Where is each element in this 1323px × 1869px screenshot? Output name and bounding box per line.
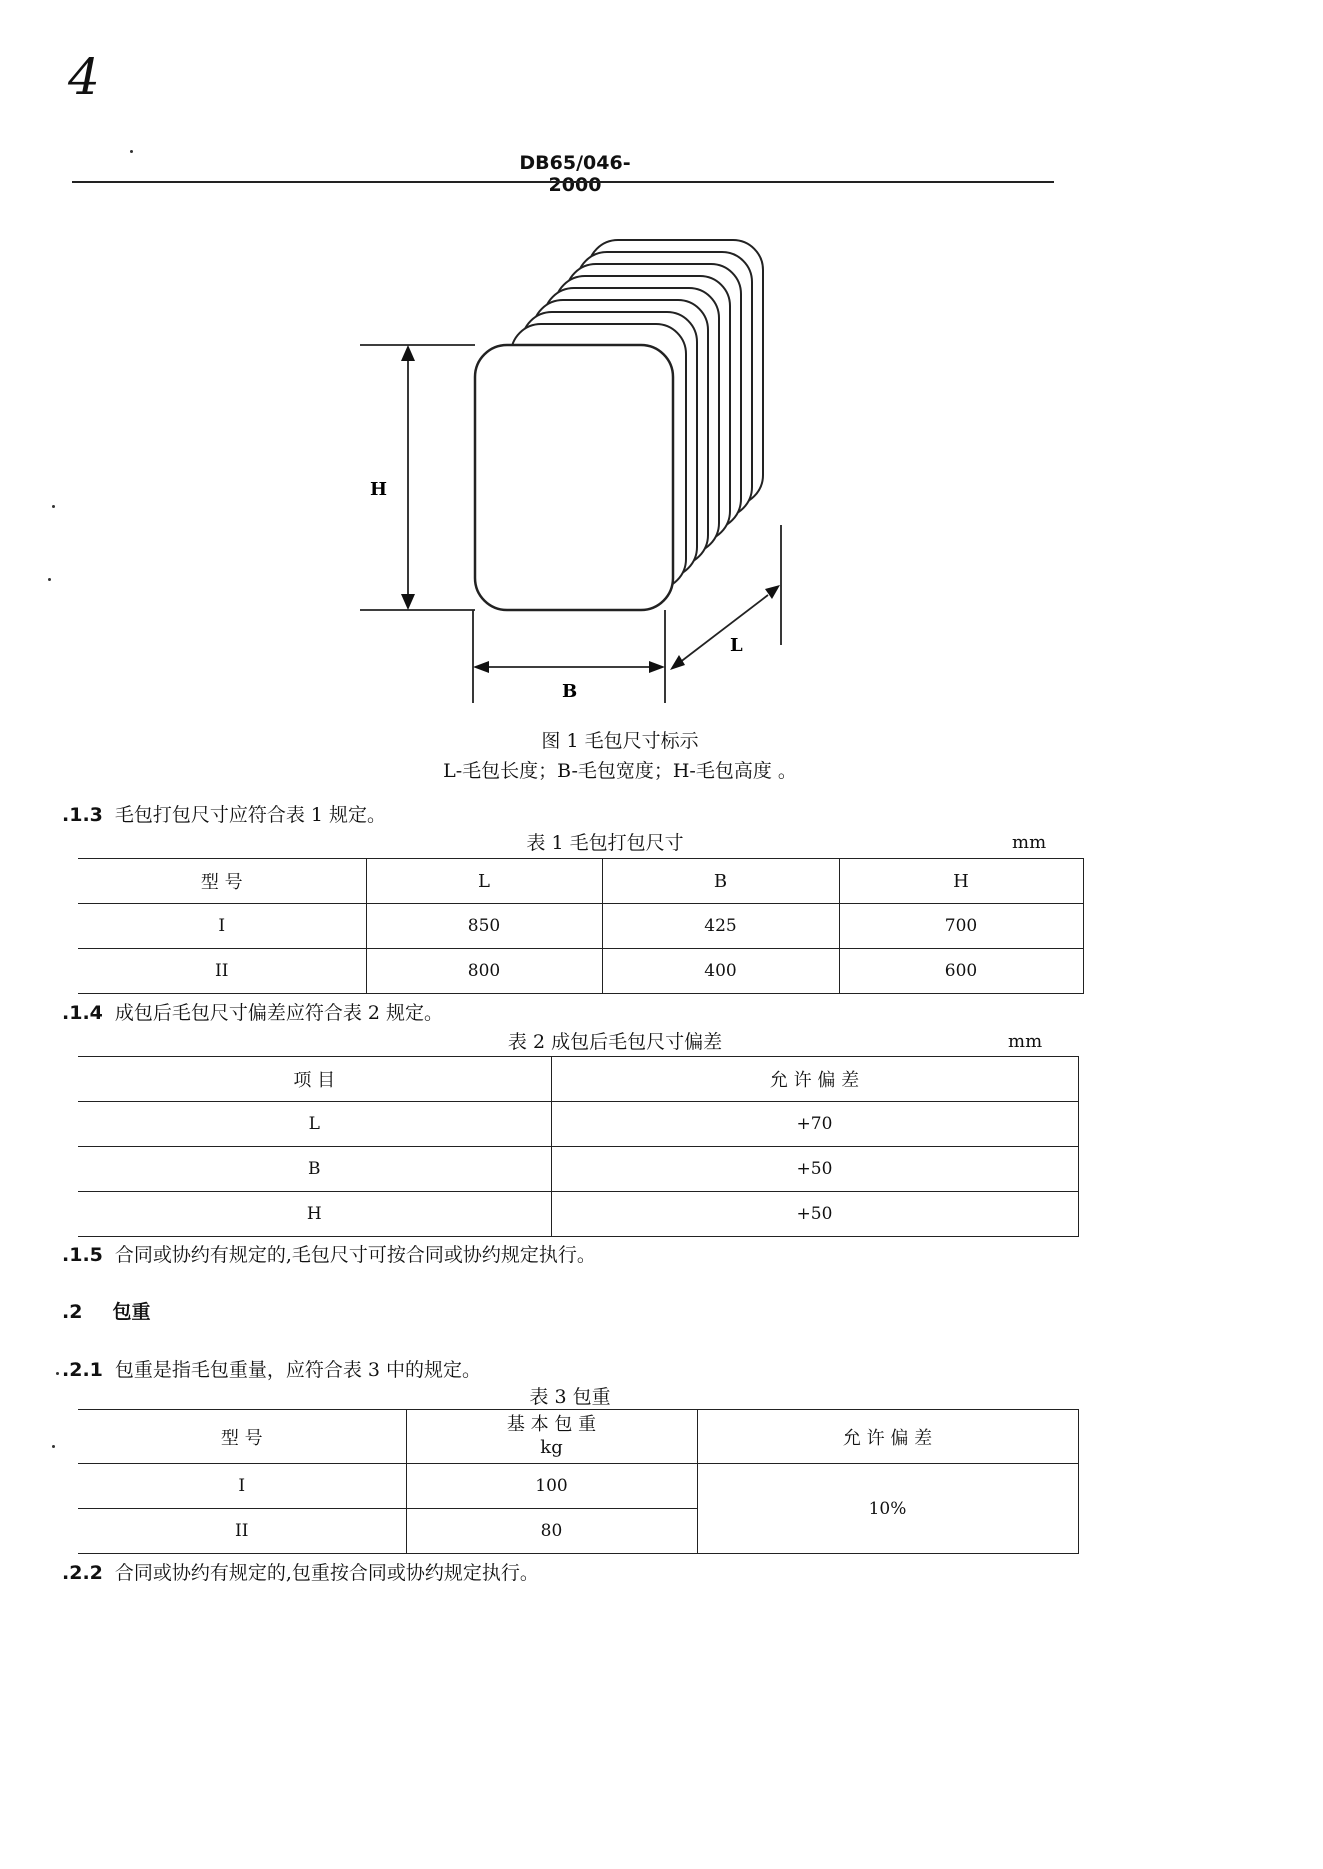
- table-row: [78, 1102, 1078, 1147]
- table3-cell-weight: 100: [406, 1464, 697, 1509]
- table1-cell: I: [78, 904, 366, 949]
- table1-cell: 700: [839, 904, 1083, 949]
- h-arrow-up: [401, 345, 415, 361]
- table1-cell: II: [78, 949, 366, 994]
- table2-cell: B: [78, 1147, 551, 1192]
- clause-text: 成包后毛包尺寸偏差应符合表 2 规定。: [114, 1002, 444, 1024]
- scan-speck: [52, 1445, 55, 1448]
- table2-cell: L: [78, 1102, 551, 1147]
- b-label: B: [562, 681, 578, 702]
- scan-speck: [48, 578, 51, 581]
- clause-1-3: [62, 800, 386, 827]
- clause-number: .2.1: [62, 1359, 103, 1381]
- table3-bale-weight: [78, 1409, 1079, 1554]
- table1-cell: 850: [366, 904, 602, 949]
- standard-code-header: DB65/046-2000: [519, 152, 631, 196]
- table3-header-weight-unit: kg: [540, 1436, 563, 1458]
- clause-2-2: [62, 1558, 539, 1585]
- table2-header: 允 许 偏 差: [551, 1057, 1078, 1102]
- clause-number: .2.2: [62, 1562, 103, 1584]
- clause-number: .1.3: [62, 804, 103, 826]
- scan-speck: [56, 1372, 59, 1375]
- clause-1-4: [62, 998, 443, 1025]
- table2-cell: +70: [551, 1102, 1078, 1147]
- h-label: H: [370, 479, 388, 500]
- h-arrow-down: [401, 594, 415, 610]
- clause-2-1: [62, 1355, 481, 1382]
- table3-header-weight-label: 基 本 包 重: [506, 1414, 597, 1435]
- section-title: 包重: [112, 1301, 151, 1323]
- table2-cell: H: [78, 1192, 551, 1237]
- scan-speck: [130, 150, 133, 153]
- table1-cell: 800: [366, 949, 602, 994]
- header-rule: [72, 181, 1054, 183]
- l-arrow-end: [765, 585, 780, 599]
- figure-legend: L-毛包长度；B-毛包宽度；H-毛包高度 。: [443, 760, 797, 782]
- table-row: [78, 949, 1083, 994]
- clause-1-5: [62, 1240, 596, 1267]
- table1-bale-dimensions: [78, 858, 1084, 994]
- table3-cell-weight: 80: [406, 1509, 697, 1554]
- clause-number: .1.4: [62, 1002, 103, 1024]
- table1-unit: mm: [1012, 832, 1047, 853]
- l-arrow-start: [670, 655, 685, 670]
- bale-front-face: [475, 345, 673, 610]
- b-arrow-right: [649, 661, 665, 673]
- table3-cell-model: I: [78, 1464, 406, 1509]
- table-row: [78, 904, 1083, 949]
- table3-header-weight: [406, 1410, 697, 1464]
- table3-cell-model: II: [78, 1509, 406, 1554]
- section-2-heading: [62, 1297, 150, 1324]
- clause-number: .1.5: [62, 1244, 103, 1266]
- scan-speck: [52, 505, 55, 508]
- table-row: [78, 1147, 1078, 1192]
- table3-header-model: 型 号: [78, 1410, 406, 1464]
- handwritten-page-mark: 4: [68, 48, 100, 106]
- table3-header-tolerance: 允 许 偏 差: [697, 1410, 1078, 1464]
- table2-size-tolerance: [78, 1056, 1079, 1237]
- table1-cell: 425: [602, 904, 839, 949]
- bale-dimension-figure: [340, 225, 810, 715]
- table2-cell: +50: [551, 1147, 1078, 1192]
- table2-unit: mm: [1008, 1031, 1043, 1052]
- clause-number: .2: [62, 1301, 83, 1323]
- clause-text: 合同或协约有规定的,毛包尺寸可按合同或协约规定执行。: [114, 1244, 596, 1266]
- clause-text: 合同或协约有规定的,包重按合同或协约规定执行。: [114, 1562, 539, 1584]
- b-arrow-left: [473, 661, 489, 673]
- table1-cell: 600: [839, 949, 1083, 994]
- table1-header: H: [839, 859, 1083, 904]
- table1-header: B: [602, 859, 839, 904]
- l-label: L: [730, 635, 743, 656]
- table3-caption: 表 3 包重: [529, 1386, 611, 1408]
- table-row: [78, 1192, 1078, 1237]
- table1-caption: 表 1 毛包打包尺寸: [526, 832, 684, 854]
- table1-header: 型 号: [78, 859, 366, 904]
- table-row: [78, 1464, 1078, 1509]
- table2-header: 项 目: [78, 1057, 551, 1102]
- table2-cell: +50: [551, 1192, 1078, 1237]
- clause-text: 毛包打包尺寸应符合表 1 规定。: [114, 804, 387, 826]
- figure-caption: 图 1 毛包尺寸标示: [541, 730, 699, 752]
- table3-cell-tolerance: 10%: [697, 1464, 1078, 1554]
- clause-text: 包重是指毛包重量，应符合表 3 中的规定。: [114, 1359, 482, 1381]
- l-dimension-line: [679, 595, 768, 663]
- table2-caption: 表 2 成包后毛包尺寸偏差: [507, 1031, 723, 1053]
- table1-header: L: [366, 859, 602, 904]
- table1-cell: 400: [602, 949, 839, 994]
